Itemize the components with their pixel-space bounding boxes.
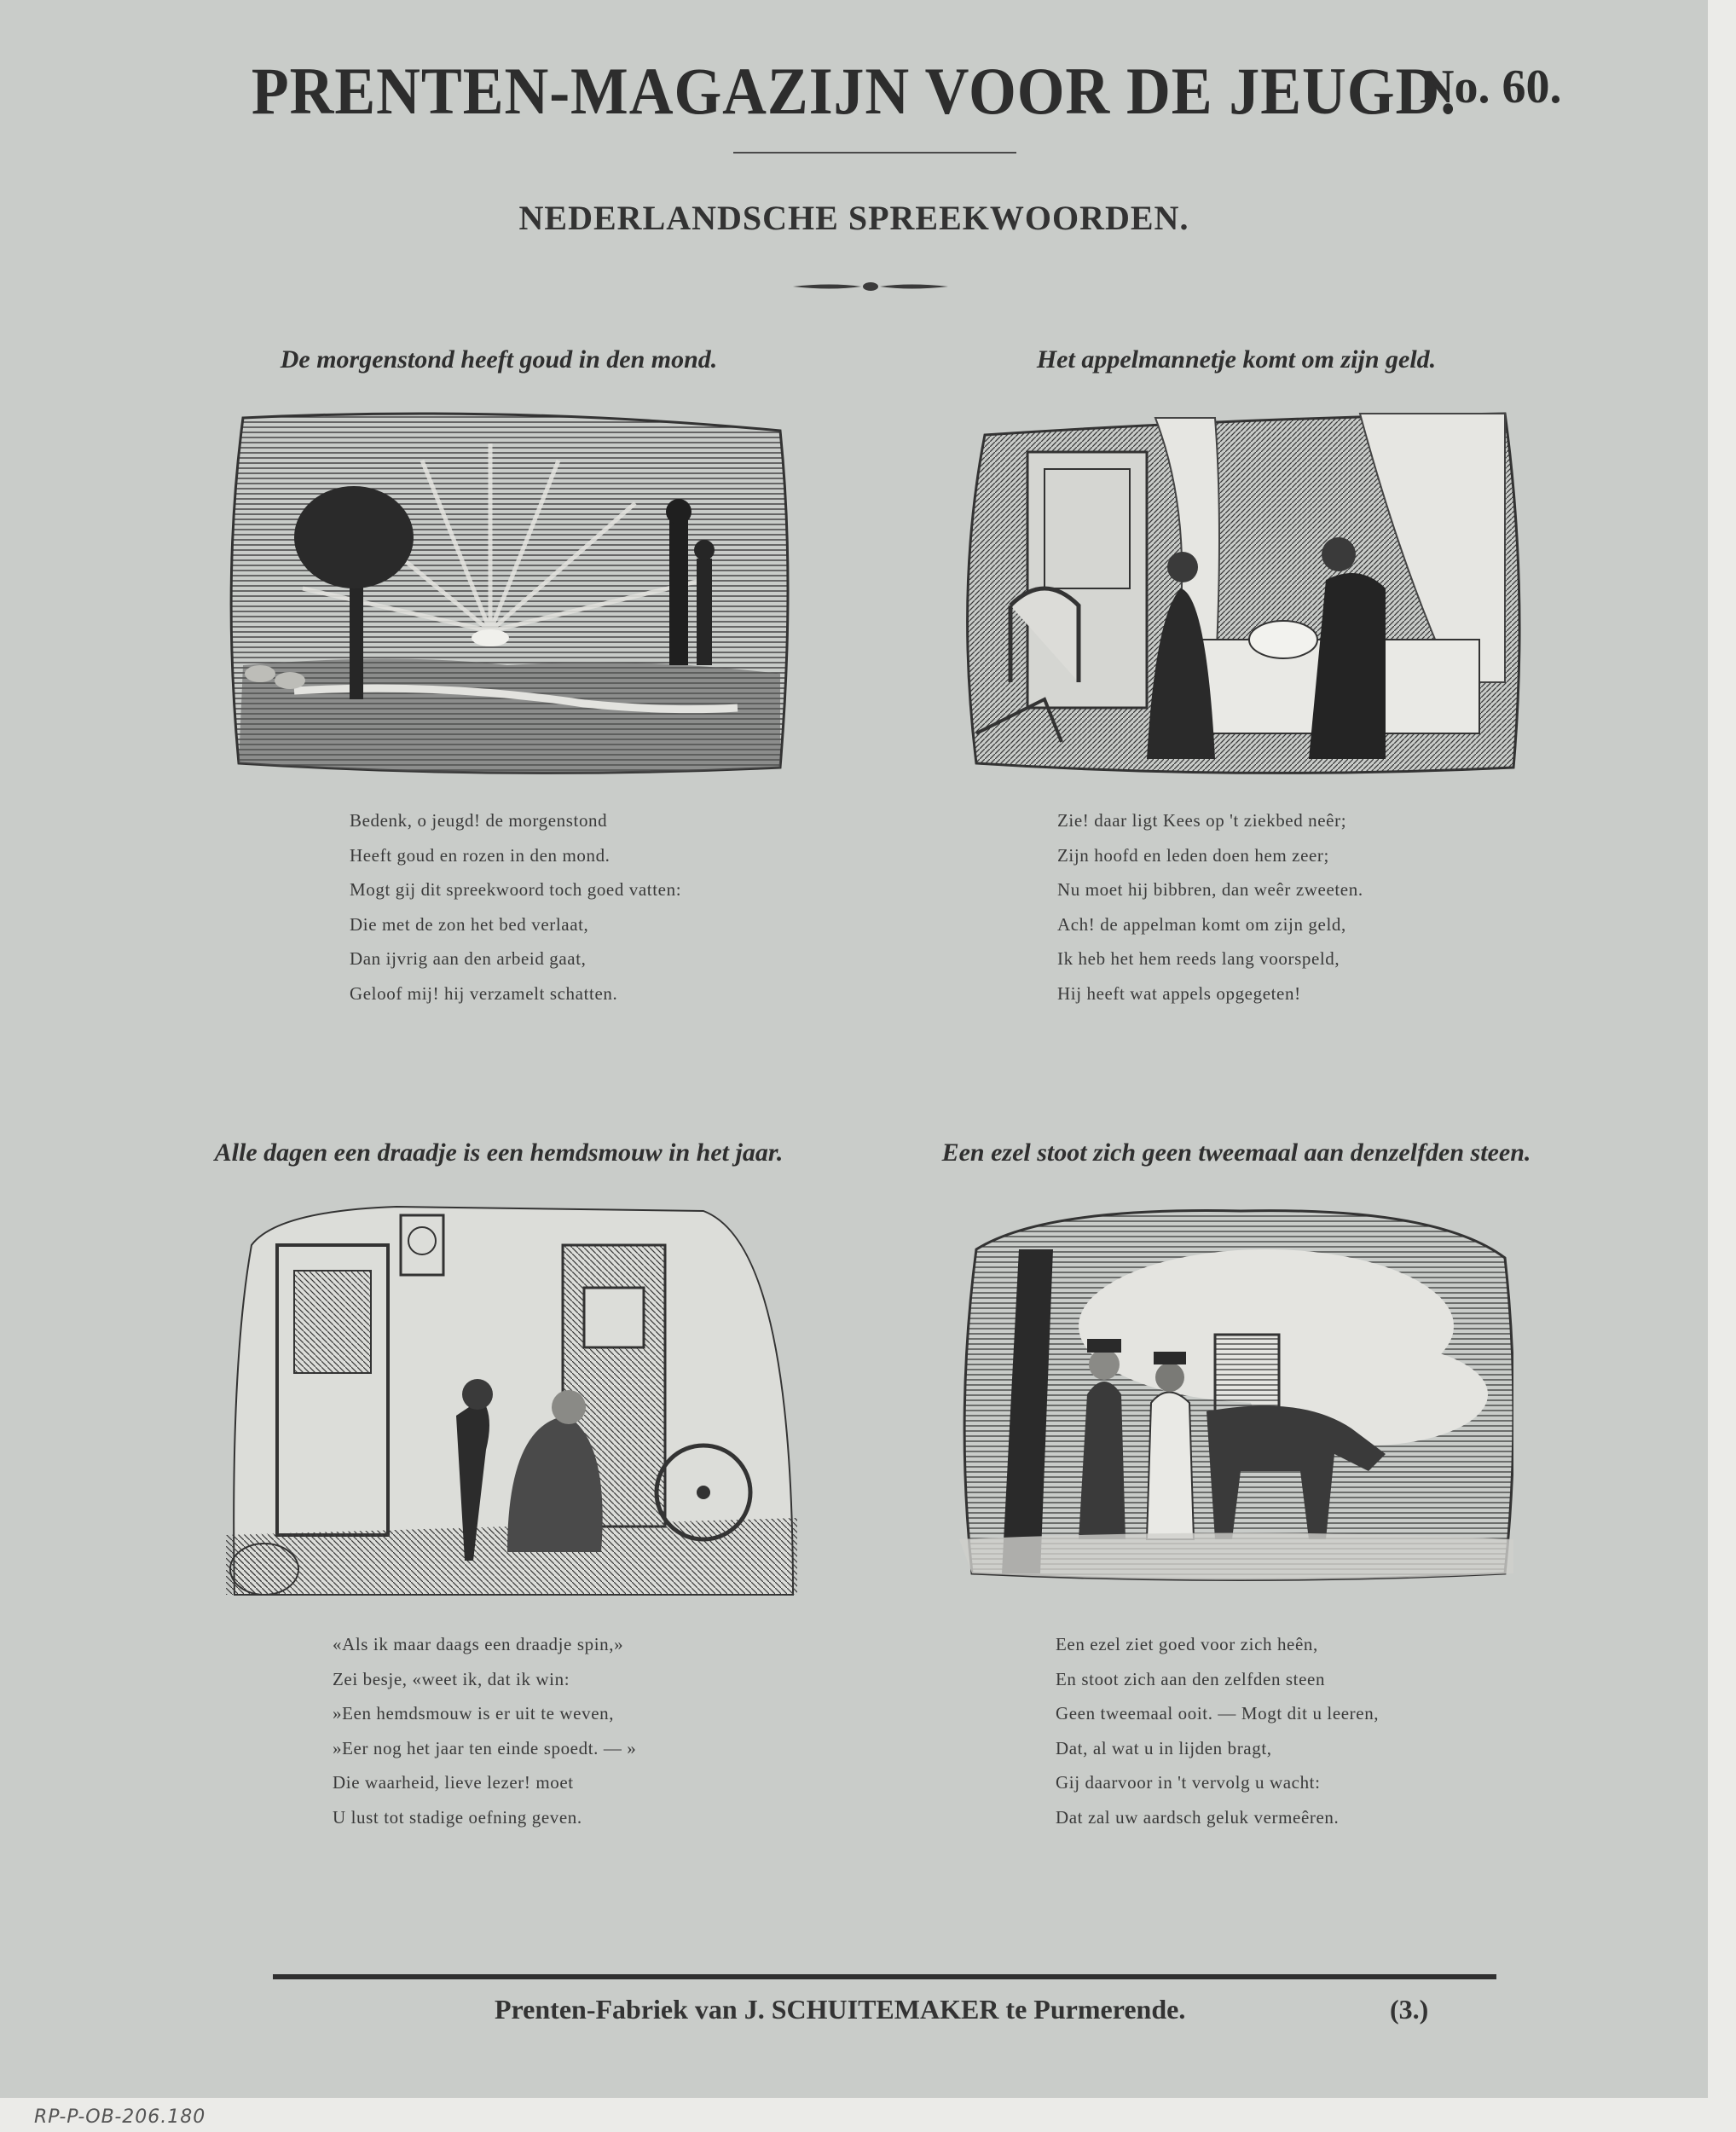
proverb-title-1: De morgenstond heeft goud in den mond. xyxy=(280,345,718,374)
verse-line: Een ezel ziet goed voor zich heên, xyxy=(1056,1634,1318,1654)
issue-number: No. 60. xyxy=(1420,61,1562,113)
verse-2 xyxy=(1057,803,1535,1011)
page-title: PRENTEN-MAGAZIJN VOOR DE JEUGD. xyxy=(251,54,1457,128)
spinning-wheel-interior-icon xyxy=(226,1194,797,1599)
verse-line: Gij daarvoor in 't vervolg u wacht: xyxy=(1056,1772,1321,1793)
verse-line: Die waarheid, lieve lezer! moet xyxy=(333,1772,574,1793)
verse-line: «Als ik maar daags een draadje spin,» xyxy=(333,1634,624,1654)
verse-line: Bedenk, o jeugd! de morgenstond xyxy=(350,810,608,831)
sunrise-landscape-icon xyxy=(226,409,793,778)
verse-line: U lust tot stadige oefning geven. xyxy=(333,1806,582,1828)
proverb-title-4: Een ezel stoot zich geen tweemaal aan denzelfden steen. xyxy=(941,1138,1531,1167)
verse-line: »Een hemdsmouw is er uit te weven, xyxy=(333,1703,615,1724)
sickbed-room-icon xyxy=(959,401,1531,776)
verse-line: Geen tweemaal ooit. — Mogt dit u leeren, xyxy=(1056,1703,1380,1724)
title-divider xyxy=(733,152,1016,154)
verse-line: Zijn hoofd en leden doen hem zeer; xyxy=(1057,844,1329,866)
verse-line: Die met de zon het bed verlaat, xyxy=(350,913,589,935)
verse-3 xyxy=(333,1627,810,1834)
donkey-travellers-icon xyxy=(959,1198,1513,1586)
engraving-1 xyxy=(226,409,793,778)
publisher-line: Prenten-Fabriek van J. SCHUITEMAKER te Purmerende. xyxy=(495,1994,1186,2025)
verse-line: En stoot zich aan den zelfden steen xyxy=(1056,1668,1326,1689)
proverb-title-3: Alle dagen een draadje is een hemdsmouw in het jaar. xyxy=(214,1138,784,1167)
verse-line: Ach! de appelman komt om zijn geld, xyxy=(1057,913,1346,935)
verse-line: Geloof mij! hij verzamelt schatten. xyxy=(350,982,618,1004)
inventory-number: RP-P-OB-206.180 xyxy=(34,2106,206,2128)
verse-line: Dan ijvrig aan den arbeid gaat, xyxy=(350,948,587,969)
verse-line: Mogt gij dit spreekwoord toch goed vatten: xyxy=(350,879,682,900)
verse-line: Ik heb het hem reeds lang voorspeld, xyxy=(1057,948,1340,969)
verse-4 xyxy=(1056,1627,1533,1834)
engraving-4 xyxy=(959,1198,1513,1586)
verse-line: Dat, al wat u in lijden bragt, xyxy=(1056,1737,1272,1758)
verse-line: Hij heeft wat appels opgegeten! xyxy=(1057,982,1301,1004)
page-marker: (3.) xyxy=(1390,1994,1429,2025)
verse-line: »Eer nog het jaar ten einde spoedt. — » xyxy=(333,1737,637,1758)
proverb-title-2: Het appelmannetje komt om zijn geld. xyxy=(1036,345,1437,374)
footer-divider xyxy=(273,1974,1496,1979)
verse-line: Dat zal uw aardsch geluk vermeêren. xyxy=(1056,1806,1340,1828)
ornament-divider-icon xyxy=(793,280,948,293)
verse-line: Heeft goud en rozen in den mond. xyxy=(350,844,610,866)
verse-line: Zie! daar ligt Kees op 't ziekbed neêr; xyxy=(1057,810,1347,831)
verse-line: Zei besje, «weet ik, dat ik win: xyxy=(333,1668,570,1689)
verse-1 xyxy=(350,803,827,1011)
engraving-2 xyxy=(959,401,1531,776)
page-subtitle: NEDERLANDSCHE SPREEKWOORDEN. xyxy=(518,199,1189,237)
engraving-3 xyxy=(226,1194,797,1599)
verse-line: Nu moet hij bibbren, dan weêr zweeten. xyxy=(1057,879,1363,900)
